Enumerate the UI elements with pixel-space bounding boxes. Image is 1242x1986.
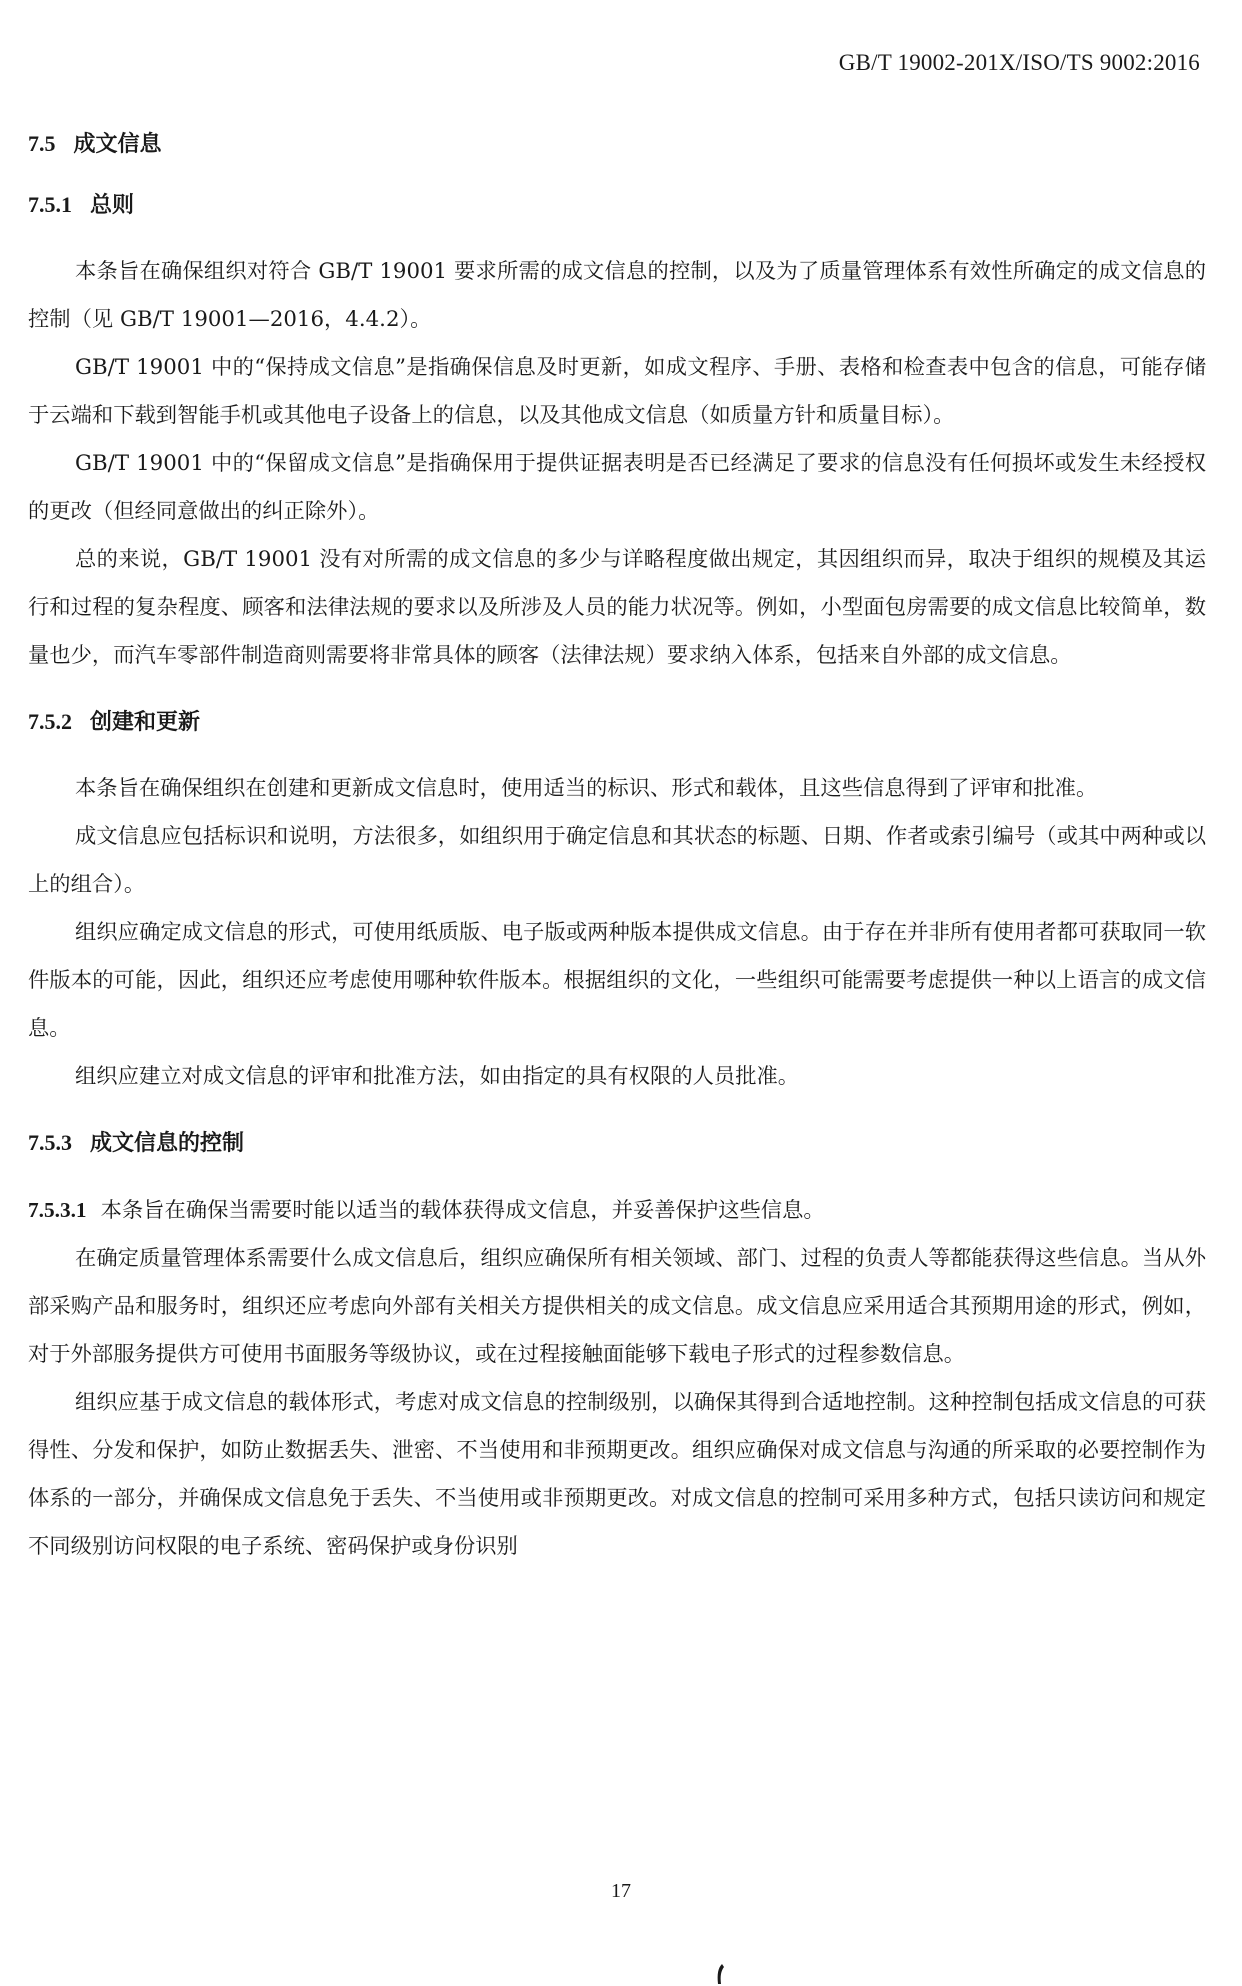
paragraph: 在确定质量管理体系需要什么成文信息后，组织应确保所有相关领域、部门、过程的负责人等都能获得这些信息。当从外部采购产品和服务时，组织还应考虑向外部有关相关方提供相关的成文信息。成文信息应采用适合其预期用途的形式，例如，对于外部服务提供方可使用书面服务等级协议，或在过程接触面能够下载电子形式的过程参数信息。	[28, 1246, 1206, 1367]
paragraph: 本条旨在确保组织对符合 GB/T 19001 要求所需的成文信息的控制，以及为了质量管理体系有效性所确定的成文信息的控制（见 GB/T 19001—2016，4.4.2）。	[28, 259, 1206, 332]
paragraph: GB/T 19001 中的“保持成文信息”是指确保信息及时更新，如成文程序、手册、表格和检查表中包含的信息，可能存储于云端和下载到智能手机或其他电子设备上的信息，以及其他成文信息（如质量方针和质量目标）。	[28, 355, 1206, 428]
scan-artifact-mark	[715, 1962, 729, 1986]
page-number: 17	[611, 1880, 631, 1902]
paragraph: GB/T 19001 中的“保留成文信息”是指确保用于提供证据表明是否已经满足了要求的信息没有任何损坏或发生未经授权的更改（但经同意做出的纠正除外）。	[28, 451, 1206, 524]
section-title: 总则	[90, 193, 135, 218]
section-number: 7.5	[28, 131, 56, 156]
document-code-header: GB/T 19002-201X/ISO/TS 9002:2016	[838, 50, 1200, 75]
section-7-5-2-heading	[28, 706, 1206, 739]
section-7-5-3-heading	[28, 1127, 1206, 1160]
paragraph: 组织应建立对成文信息的评审和批准方法，如由指定的具有权限的人员批准。	[75, 1064, 800, 1089]
section-number: 7.5.3	[28, 1130, 72, 1155]
section-title: 创建和更新	[90, 710, 201, 735]
paragraph: 总的来说，GB/T 19001 没有对所需的成文信息的多少与详略程度做出规定，其因组织而异，取决于组织的规模及其运行和过程的复杂程度、顾客和法律法规的要求以及所涉及人员的能力状况等。例如，小型面包房需要的成文信息比较简单，数量也少，而汽车零部件制造商则需要将非常具体的顾客（法律法规）要求纳入体系，包括来自外部的成文信息。	[28, 547, 1206, 668]
section-number: 7.5.1	[28, 192, 72, 217]
paragraph: 成文信息应包括标识和说明，方法很多，如组织用于确定信息和其状态的标题、日期、作者或索引编号（或其中两种或以上的组合）。	[28, 824, 1206, 897]
section-7-5-1-heading	[28, 189, 1206, 222]
clause-7-5-3-1	[28, 1186, 1206, 1235]
clause-number: 7.5.3.1	[28, 1198, 87, 1222]
section-number: 7.5.2	[28, 709, 72, 734]
paragraph: 组织应基于成文信息的载体形式，考虑对成文信息的控制级别，以确保其得到合适地控制。这种控制包括成文信息的可获得性、分发和保护，如防止数据丢失、泄密、不当使用和非预期更改。组织应确保对成文信息与沟通的所采取的必要控制作为体系的一部分，并确保成文信息免于丢失、不当使用或非预期更改。对成文信息的控制可采用多种方式，包括只读访问和规定不同级别访问权限的电子系统、密码保护或身份识别	[28, 1390, 1206, 1559]
section-title: 成文信息	[73, 132, 162, 157]
paragraph: 组织应确定成文信息的形式，可使用纸质版、电子版或两种版本提供成文信息。由于存在并非所有使用者都可获取同一软件版本的可能，因此，组织还应考虑使用哪种软件版本。根据组织的文化，一些组织可能需要考虑提供一种以上语言的成文信息。	[28, 920, 1206, 1041]
section-7-5-heading	[28, 128, 1206, 161]
paragraph: 本条旨在确保组织在创建和更新成文信息时，使用适当的标识、形式和载体，且这些信息得到了评审和批准。	[75, 776, 1098, 801]
page-content	[28, 128, 1206, 1571]
section-title: 成文信息的控制	[90, 1131, 245, 1156]
clause-text: 本条旨在确保当需要时能以适当的载体获得成文信息，并妥善保护这些信息。	[100, 1198, 825, 1223]
